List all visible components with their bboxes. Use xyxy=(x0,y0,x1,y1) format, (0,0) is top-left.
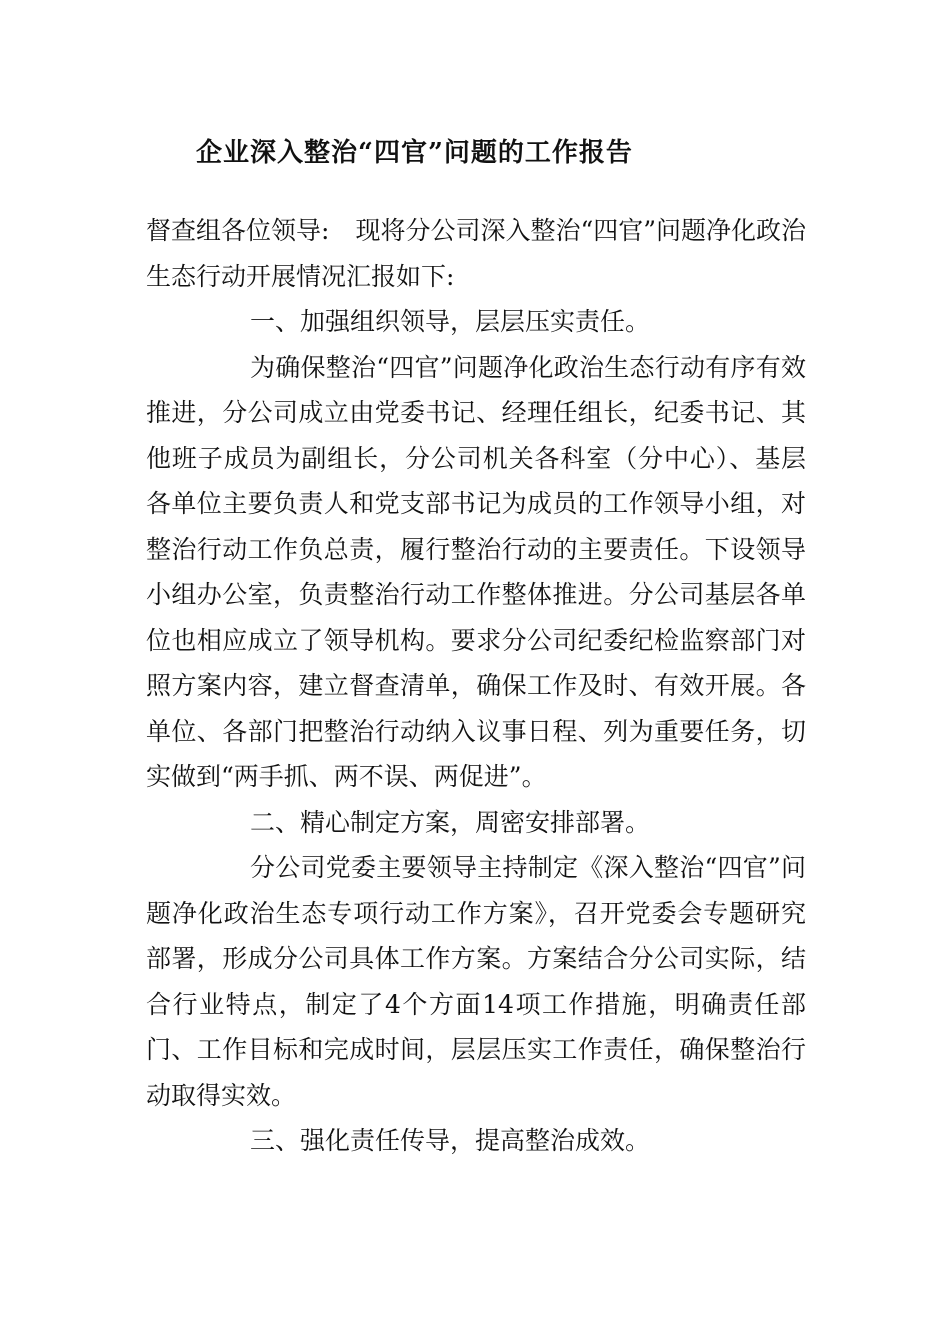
salutation: 督查组各位领导: xyxy=(146,216,330,245)
section-heading-1: 一、加强组织领导，层层压实责任。 xyxy=(250,307,651,336)
document-title: 企业深入整治“四官”问题的工作报告 xyxy=(196,138,633,168)
document-body xyxy=(146,208,806,1164)
intro-text: 现将分公司深入整治“四官”问题净化政治生态行动开展情况汇报如下: xyxy=(146,216,807,291)
section-paragraph-2: 分公司党委主要领导主持制定《深入整治“四官”问题净化政治生态专项行动工作方案》，召开党委会专题研究部署，形成分公司具体工作方案。方案结合分公司实际，结合行业特点，制定了4个方面14项工作措施，明确责任部门、工作目标和完成时间，层层压实工作责任，确保整治行动取得实效。 xyxy=(146,853,806,1110)
intro-paragraph xyxy=(146,208,806,299)
section-paragraph-1: 为确保整治“四官”问题净化政治生态行动有序有效推进，分公司成立由党委书记、经理任组长，纪委书记、其他班子成员为副组长，分公司机关各科室（分中心）、基层各单位主要负责人和党支部书记为成员的工作领导小组，对整治行动工作负总责，履行整治行动的主要责任。下设领导小组办公室，负责整治行动工作整体推进。分公司基层各单位也相应成立了领导机构。要求分公司纪委纪检监察部门对照方案内容，建立督查清单，确保工作及时、有效开展。各单位、各部门把整治行动纳入议事日程、列为重要任务，切实做到“两手抓、两不误、两促进”。 xyxy=(146,352,806,791)
section-heading-3: 三、强化责任传导，提高整治成效。 xyxy=(250,1126,651,1155)
section-heading-2: 二、精心制定方案，周密安排部署。 xyxy=(250,807,651,837)
